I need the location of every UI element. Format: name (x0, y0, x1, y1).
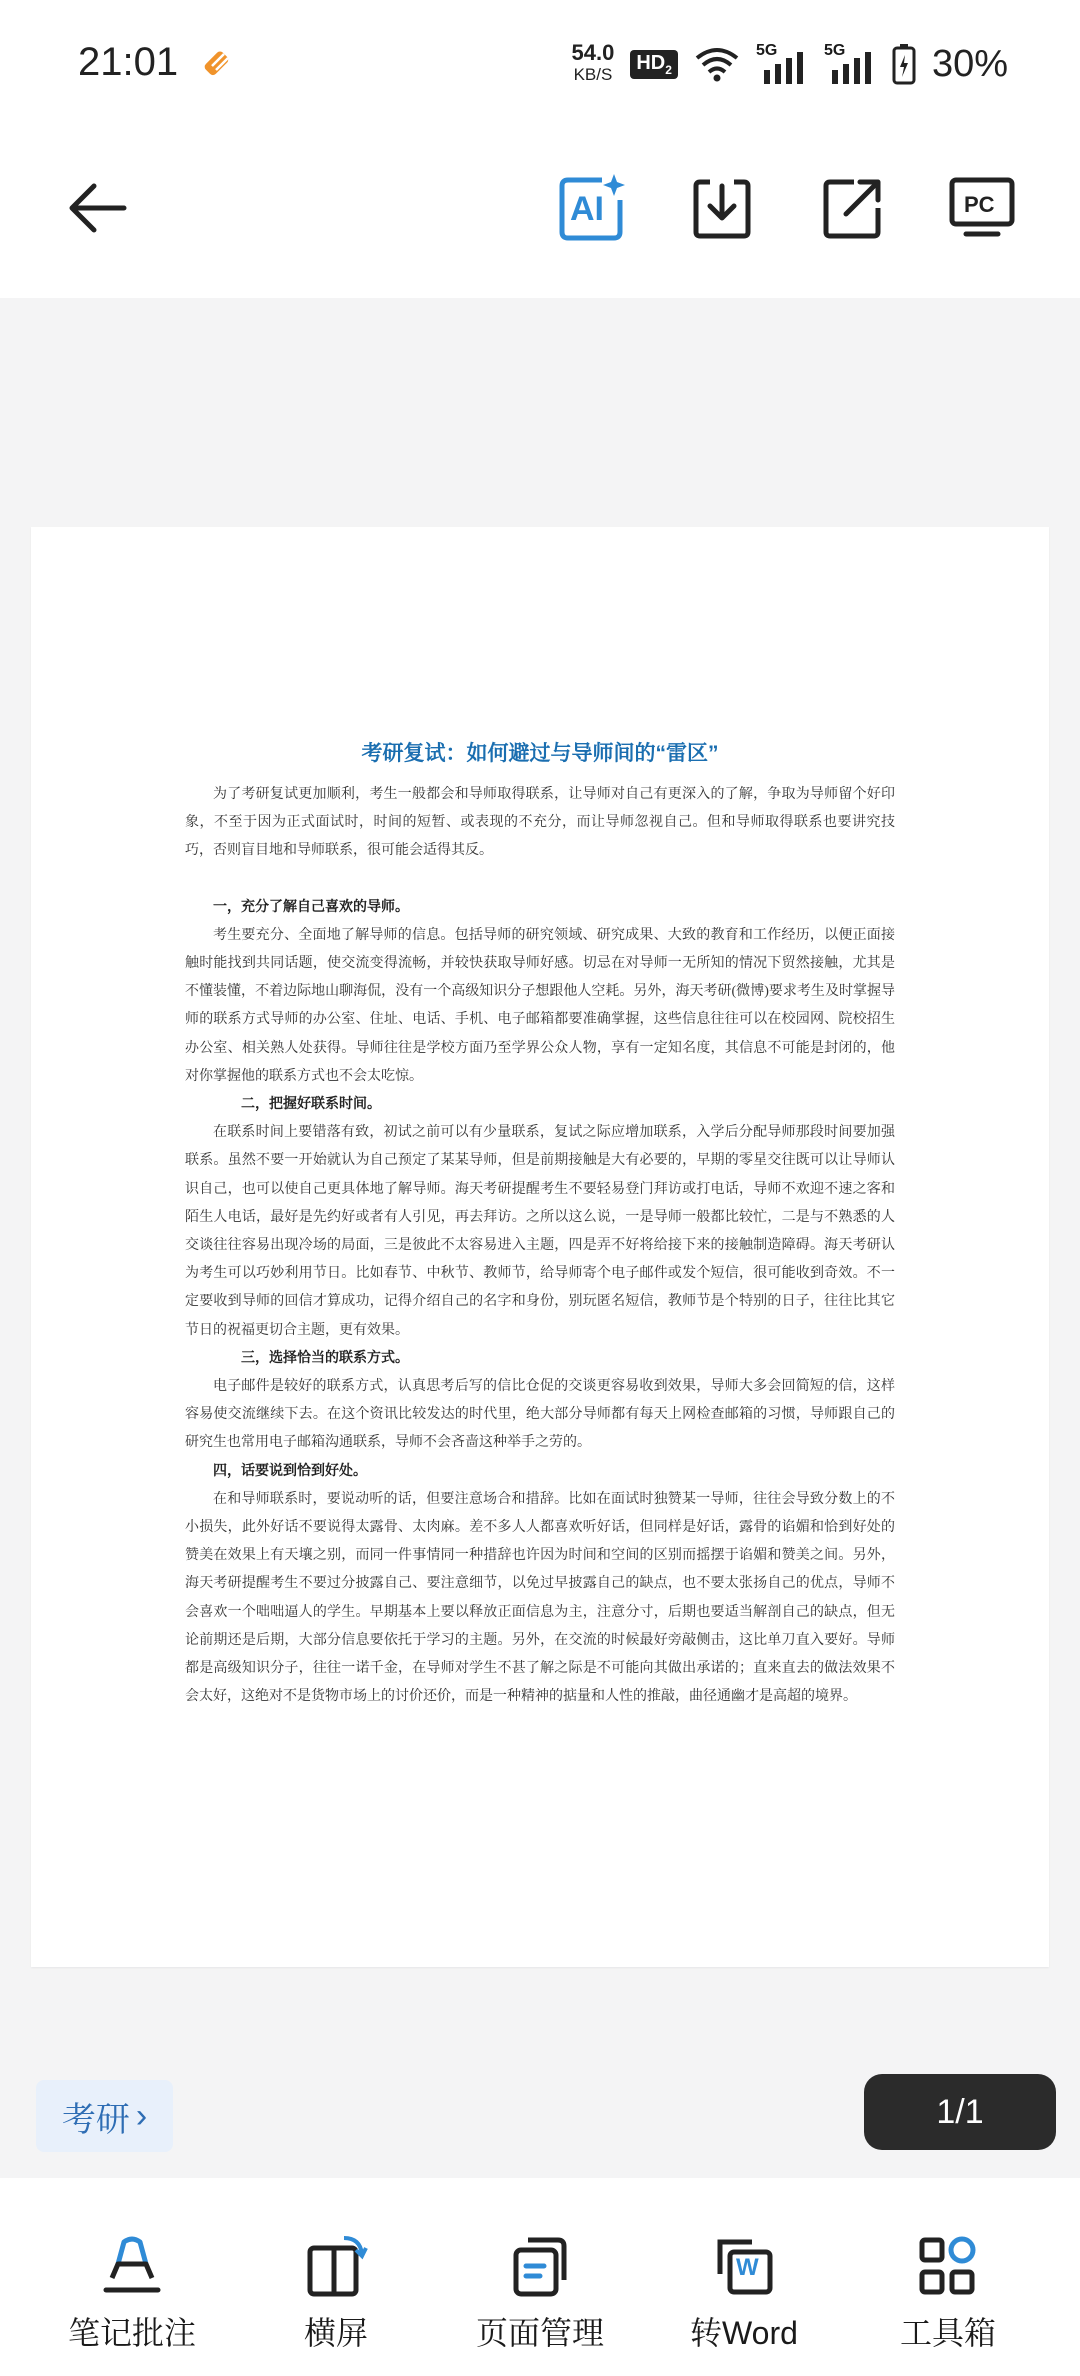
pc-label: PC (964, 192, 995, 217)
document-content (185, 737, 895, 1712)
section-body-2: 在联系时间上要错落有致，初试之前可以有少量联系，复试之际应增加联系，入学后分配导师那段时间要加强联系。虽然不要一开始就认为自己预定了某某导师，但是前期接触是大有必要的，早期的零星交往既可以让导师认识自己，也可以使自己更具体地了解导师。海天考研提醒考生不要轻易登门拜访或打电话，导师不欢迎不速之客和陌生人电话，最好是先约好或者有人引见，再去拜访。之所以这么说，一是导师一般都比较忙，二是与不熟悉的人交谈往往容易出现冷场的局面，三是彼此不太容易进入主题，四是弄不好将给接下来的接触制造障碍。海天考研认为考生可以巧妙利用节日。比如春节、中秋节、教师节，给导师寄个电子邮件或发个短信，很可能收到奇效。不一定要收到导师的回信才算成功，记得介绍自己的名字和身份，别玩匿名短信，教师节是个特别的日子，往往比其它节日的祝福更切合主题，更有效果。 (185, 1125, 895, 1338)
pen-annotate-icon (100, 2234, 164, 2298)
toolbox-grid-icon (916, 2234, 980, 2298)
ai-assistant-button[interactable] (552, 168, 632, 248)
pages-manage-icon (508, 2234, 572, 2298)
signal-bars-icon (830, 50, 876, 86)
battery-icon (892, 43, 916, 85)
section-body-4: 在和导师联系时，要说动听的话，但要注意场合和措辞。比如在面试时独赞某一导师，往往会导致分数上的不小损失，此外好话不要说得太露骨、太肉麻。差不多人人都喜欢听好话，但同样是好话，露骨的谄媚和恰到好处的赞美在效果上有天壤之别，而同一件事情同一种措辞也许因为时间和空间的区别而摇摆于谄媚和赞美之间。另外，海天考研提醒考生不要过分披露自己、要注意细节，以免过早披露自己的缺点，也不要太张扬自己的优点，导师不会喜欢一个咄咄逼人的学生。早期基本上要以释放正面信息为主，注意分寸，后期也要适当解剖自己的缺点，但无论前期还是后期，大部分信息要依托于学习的主题。另外，在交流的时候最好旁敲侧击，这比单刀直入要好。导师都是高级知识分子，往往一诺千金，在导师对学生不甚了解之际是不可能向其做出承诺的；直来直去的做法效果不会太好，这绝对不是货物市场上的讨价还价，而是一种精神的掂量和人性的推敲，曲径通幽才是高超的境界。 (185, 1491, 895, 1705)
download-button[interactable] (682, 168, 762, 248)
arrow-left-icon (64, 180, 128, 236)
status-indicators (572, 38, 1008, 90)
chevron-right-icon: › (135, 2096, 148, 2135)
download-icon (690, 176, 754, 240)
net-speed: 54.0 KB/S (571, 40, 615, 84)
section-heading-2: 二，把握好联系时间。 (241, 1097, 381, 1113)
category-tag[interactable] (36, 2080, 173, 2152)
bottom-toolbar (0, 2178, 1080, 2376)
share-button[interactable] (812, 168, 892, 248)
signal-bars-icon (762, 50, 808, 86)
back-button[interactable] (56, 168, 136, 248)
section-heading-1: 一，充分了解自己喜欢的导师。 (213, 899, 409, 915)
status-bar (0, 0, 1080, 130)
section-body-3: 电子邮件是较好的联系方式，认真思考后写的信比仓促的交谈更容易收到效果，导师大多会回简短的信，这样容易使交流继续下去。在这个资讯比较发达的时代里，绝大部分导师都有每天上网检查邮箱的习惯，导师跟自己的研究生也常用电子邮箱沟通联系，导师不会吝啬这种举手之劳的。 (185, 1379, 895, 1451)
battery-percent: 30% (931, 42, 1008, 85)
toolbox-button[interactable]: 工具箱 (848, 2230, 1048, 2360)
page-indicator[interactable]: 1/1 (864, 2074, 1056, 2150)
top-app-bar (0, 130, 1080, 298)
send-to-pc-button[interactable] (942, 168, 1022, 248)
word-glyph: W (736, 2254, 759, 2281)
section-heading-4: 四，话要说到恰到好处。 (213, 1463, 367, 1479)
cell-signal-1: 5G (756, 42, 808, 86)
section-heading-3: 三，选择恰当的联系方式。 (241, 1350, 409, 1366)
document-page[interactable] (31, 527, 1049, 1967)
section-body-1: 考生要充分、全面地了解导师的信息。包括导师的研究领域、研究成果、大致的教育和工作经历，以便正面接触时能找到共同话题，使交流变得流畅，并较快获取导师好感。切忌在对导师一无所知的情况下贸然接触，尤其是不懂装懂，不着边际地山聊海侃，没有一个高级知识分子想跟他人空耗。另外，海天考研(微博)要求考生及时掌握导师的联系方式导师的办公室、住址、电话、手机、电子邮箱都要准确掌握，这些信息往往可以在校园网、院校招生办公室、相关熟人处获得。导师往往是学校方面乃至学界公众人物，享有一定知名度，其信息不可能是封闭的，他对你掌握他的联系方式也不会太吃惊。 (185, 927, 895, 1084)
cell-signal-2: 5G (824, 42, 876, 86)
ai-label: AI (570, 190, 604, 228)
app-notification-icon (200, 44, 240, 84)
landscape-button[interactable]: 横屏 (236, 2230, 436, 2360)
convert-word-button[interactable]: W 转Word (644, 2230, 844, 2360)
clock: 21:01 (78, 40, 179, 84)
hd-voice-badge: $HD_2$ (630, 50, 678, 79)
document-title: 考研复试：如何避过与导师间的“雷区” (361, 742, 719, 765)
wifi-icon (694, 44, 740, 84)
document-viewer[interactable] (0, 298, 1080, 2178)
share-icon (820, 176, 884, 240)
annotate-button[interactable]: 笔记批注 (32, 2230, 232, 2360)
intro-paragraph: 为了考研复试更加顺利，考生一般都会和导师取得联系，让导师对自己有更深入的了解，争取为导师留个好印象，不至于因为正式面试时，时间的短暂、或表现的不充分，而让导师忽视自己。但和导师取得联系也要讲究技巧，否则盲目地和导师联系，很可能会适得其反。 (185, 787, 895, 859)
page-manage-button[interactable]: 页面管理 (440, 2230, 640, 2360)
category-tag-label: 考研 (61, 2100, 130, 2139)
rotate-landscape-icon (304, 2234, 368, 2298)
